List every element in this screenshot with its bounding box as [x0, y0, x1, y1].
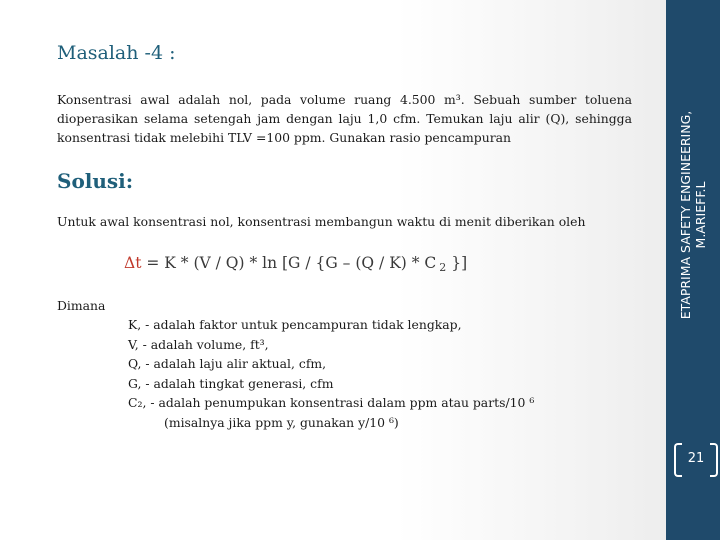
definition-v: V, - adalah volume, ft³,	[128, 336, 269, 352]
formula-main: = K * (V / Q) * ln [G / {G – (Q / K) * C	[141, 254, 437, 272]
formula	[124, 254, 467, 274]
formula-end: }]	[446, 254, 468, 272]
definition-c2-note: (misalnya jika ppm y, gunakan y/10 ⁶)	[164, 414, 399, 430]
dimana-label: Dimana	[57, 298, 106, 313]
formula-delta: Δt	[124, 254, 142, 272]
definition-c2: C₂, - adalah penumpukan konsentrasi dalam ppm atau parts/10 ⁶	[128, 395, 535, 410]
formula-subscript: 2	[439, 261, 447, 274]
definition-g: G, - adalah tingkat generasi, cfm	[128, 375, 334, 391]
definition-k: K, - adalah faktor untuk pencampuran tidak lengkap,	[128, 317, 462, 332]
sidebar-vertical-text	[678, 70, 708, 360]
definition-q: Q, - adalah laju alir aktual, cfm,	[128, 356, 327, 371]
problem-text: Konsentrasi awal adalah nol, pada volume ruang 4.500 m³. Sebuah sumber toluena dioperasikan selama setengah jam dengan laju 1,0 cfm. Temukan laju alir (Q), sehingga konsentrasi tidak melebihi TLV =100 ppm. Gunakan rasio pencampuran	[57, 92, 632, 145]
solution-intro: Untuk awal konsentrasi nol, konsentrasi membangun waktu di menit diberikan oleh	[57, 214, 586, 229]
sidebar-text-line2: M.ARIEFF.L	[693, 181, 708, 249]
sidebar-text-line1: ETAPRIMA SAFETY ENGINEERING,	[678, 110, 693, 320]
solution-heading: Solusi:	[57, 169, 134, 193]
page-number: 21	[687, 451, 705, 466]
slide-title: Masalah -4 :	[57, 42, 176, 64]
definitions-list	[128, 315, 534, 432]
page-number-box	[674, 443, 718, 475]
